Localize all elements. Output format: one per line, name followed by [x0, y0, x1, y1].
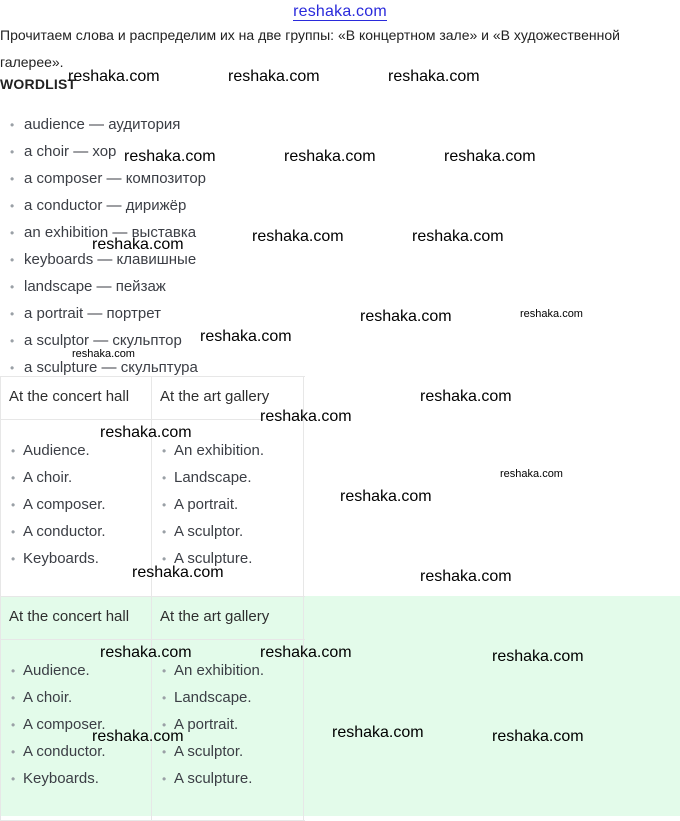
list-item: • An exhibition.: [174, 658, 303, 685]
watermark: reshaka.com: [492, 648, 584, 665]
list-item: • A choir.: [23, 685, 151, 712]
watermark: reshaka.com: [420, 568, 512, 585]
list-item: • keyboards — клавишные: [10, 247, 206, 274]
watermark: reshaka.com: [492, 728, 584, 745]
bullet-icon: •: [10, 199, 15, 213]
bullet-icon: •: [10, 253, 15, 267]
watermark: reshaka.com: [252, 228, 344, 245]
bullet-icon: •: [10, 226, 15, 240]
site-link[interactable]: reshaka.com: [293, 3, 387, 20]
bullet-icon: •: [10, 172, 15, 186]
list-item: • a composer — композитор: [10, 166, 206, 193]
list-item: • An exhibition.: [174, 438, 303, 465]
watermark: reshaka.com: [444, 148, 536, 165]
watermark: reshaka.com: [412, 228, 504, 245]
watermark: reshaka.com: [68, 68, 160, 85]
answer-table: [0, 596, 305, 821]
watermark: reshaka.com: [340, 488, 432, 505]
bullet-icon: •: [10, 307, 15, 321]
list-item: • Audience.: [23, 438, 151, 465]
list-item: • A conductor.: [23, 739, 151, 766]
list-item: • landscape — пейзаж: [10, 274, 206, 301]
watermark: reshaka.com: [72, 348, 135, 360]
watermark: reshaka.com: [124, 148, 216, 165]
list-item: • A sculpture.: [174, 766, 303, 793]
list-item: • A sculptor.: [174, 519, 303, 546]
watermark: reshaka.com: [200, 328, 292, 345]
list-item: • Keyboards.: [23, 546, 151, 573]
watermark: reshaka.com: [420, 388, 512, 405]
bullet-icon: •: [10, 118, 15, 132]
list-item: • a sculptor — скульптор: [10, 328, 206, 355]
column-header-concert-hall: At the concert hall: [0, 597, 152, 639]
list-item: • Landscape.: [174, 465, 303, 492]
list-item: • Audience.: [23, 658, 151, 685]
list-item: • a sculpture — скульптура: [10, 355, 206, 382]
column-header-art-gallery: At the art gallery: [152, 377, 304, 419]
watermark: reshaka.com: [260, 644, 352, 661]
watermark: reshaka.com: [92, 236, 184, 253]
intro-text: Прочитаем слова и распределим их на две группы: «В концертном зале» и «В художественной галерее».: [0, 27, 620, 70]
list-item: • A sculptor.: [174, 739, 303, 766]
watermark: reshaka.com: [500, 468, 563, 480]
list-item: • Keyboards.: [23, 766, 151, 793]
table-header-row: [0, 596, 305, 640]
watermark: reshaka.com: [332, 724, 424, 741]
column-header-concert-hall: At the concert hall: [0, 377, 152, 419]
watermark: reshaka.com: [520, 308, 583, 320]
list-item: • an exhibition — выставка: [10, 220, 206, 247]
wordlist-title: WORDLIST: [0, 76, 77, 92]
watermark: reshaka.com: [228, 68, 320, 85]
watermark: reshaka.com: [360, 308, 452, 325]
list-item: • A conductor.: [23, 519, 151, 546]
list-item: • A sculpture.: [174, 546, 303, 573]
watermark: reshaka.com: [260, 408, 352, 425]
watermark: reshaka.com: [132, 564, 224, 581]
watermark: reshaka.com: [92, 728, 184, 745]
list-item: • A composer.: [23, 492, 151, 519]
concert-hall-cell: [0, 420, 152, 600]
bullet-icon: •: [10, 145, 15, 159]
bullet-icon: •: [10, 334, 15, 348]
list-item: • A portrait.: [174, 492, 303, 519]
list-item: • a choir — хор: [10, 139, 206, 166]
bullet-icon: •: [10, 280, 15, 294]
column-header-art-gallery: At the art gallery: [152, 597, 304, 639]
list-item: • Landscape.: [174, 685, 303, 712]
list-item: • A choir.: [23, 465, 151, 492]
watermark: reshaka.com: [284, 148, 376, 165]
watermark: reshaka.com: [100, 644, 192, 661]
watermark: reshaka.com: [388, 68, 480, 85]
list-item: • a conductor — дирижёр: [10, 193, 206, 220]
list-item: • a portrait — портрет: [10, 301, 206, 328]
list-item: • A portrait.: [174, 712, 303, 739]
list-item: • A composer.: [23, 712, 151, 739]
watermark: reshaka.com: [100, 424, 192, 441]
list-item: • audience — аудитория: [10, 112, 206, 139]
bullet-icon: •: [10, 361, 15, 375]
